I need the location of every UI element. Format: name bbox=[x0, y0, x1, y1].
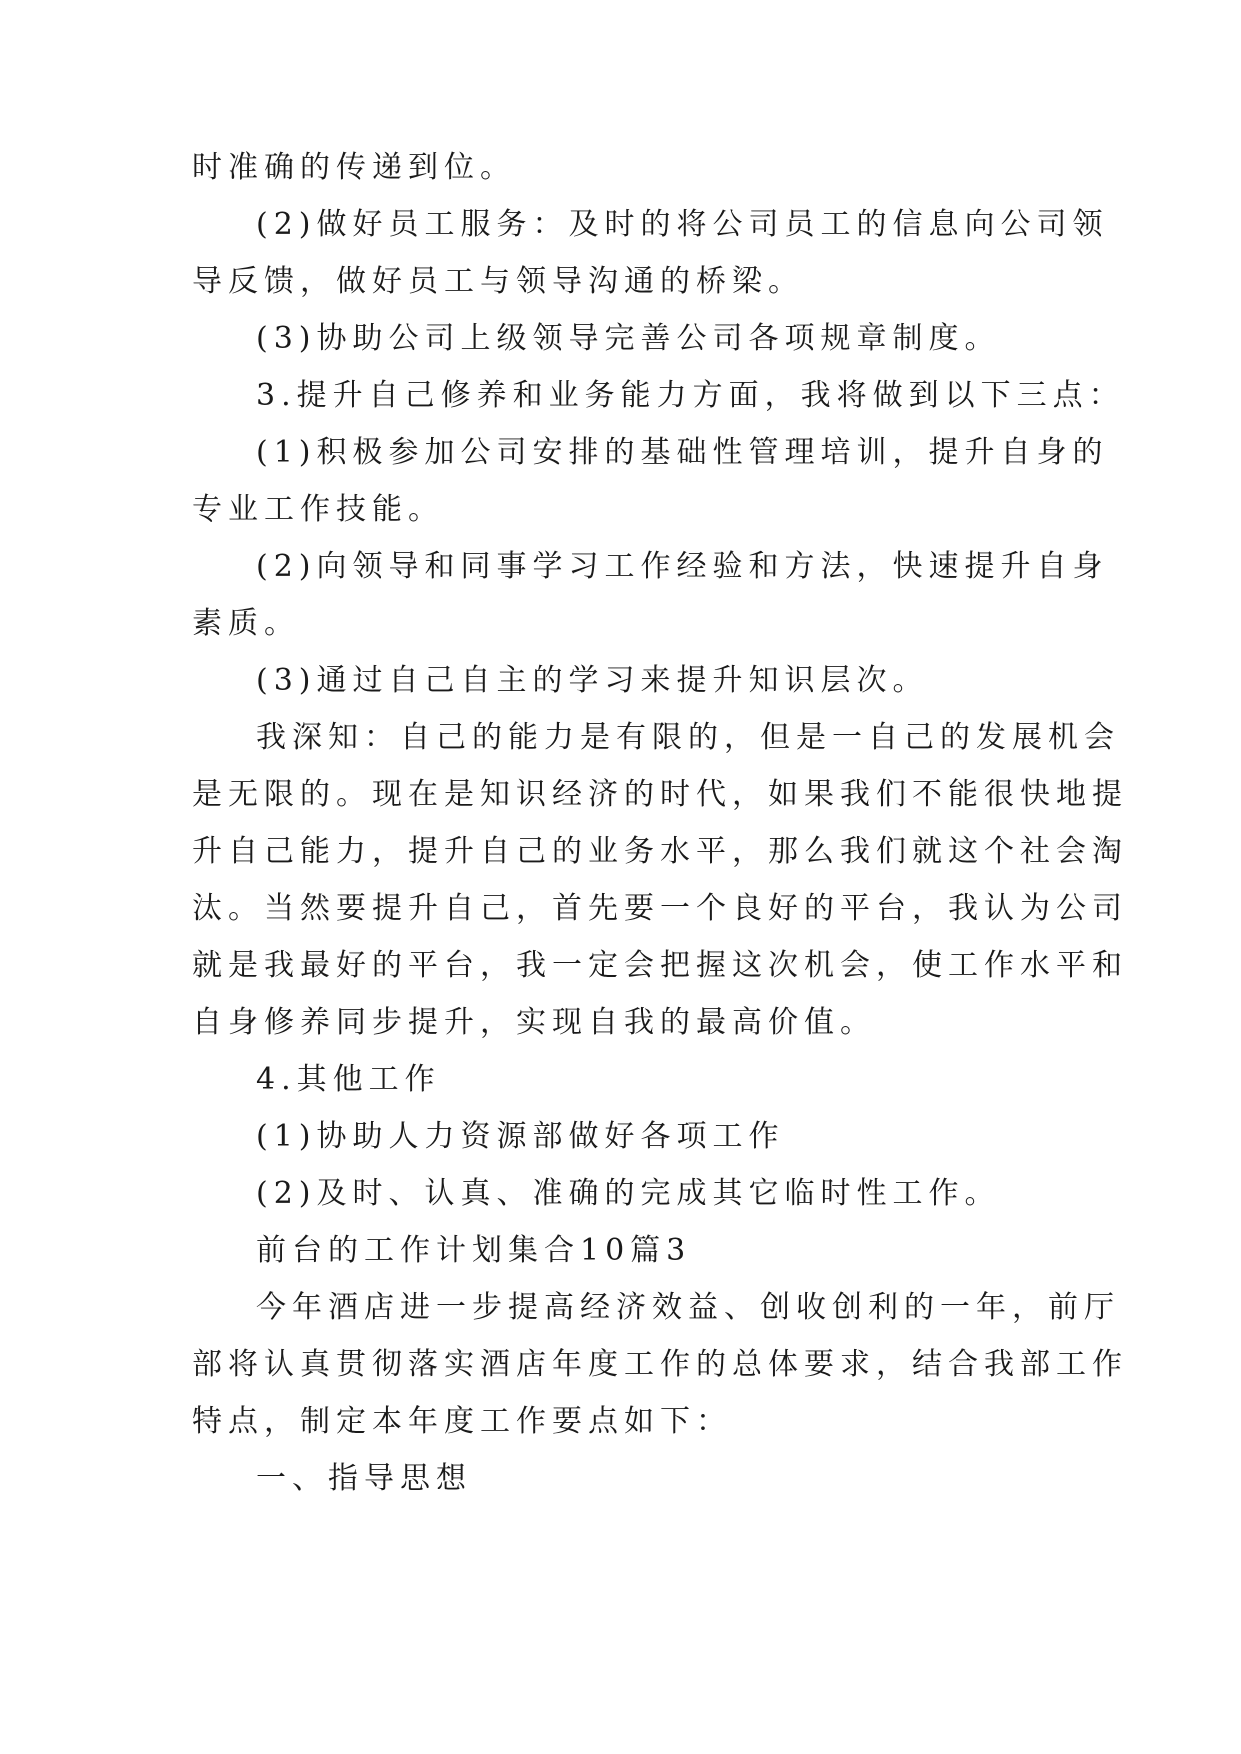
paragraph-line: 汰。当然要提升自己，首先要一个良好的平台，我认为公司 bbox=[192, 891, 1128, 926]
paragraph-line: 导反馈，做好员工与领导沟通的桥梁。 bbox=[192, 264, 804, 299]
section-heading: 一、指导思想 bbox=[256, 1461, 472, 1496]
paragraph-line: 时准确的传递到位。 bbox=[192, 150, 516, 185]
paragraph-line: 升自己能力，提升自己的业务水平，那么我们就这个社会淘 bbox=[192, 834, 1128, 869]
paragraph-line: (1)积极参加公司安排的基础性管理培训，提升自身的 bbox=[256, 435, 1109, 470]
paragraph-line: (2)向领导和同事学习工作经验和方法，快速提升自身 bbox=[256, 549, 1109, 584]
paragraph-line: 是无限的。现在是知识经济的时代，如果我们不能很快地提 bbox=[192, 777, 1128, 812]
section-heading: 4.其他工作 bbox=[256, 1062, 441, 1097]
paragraph-line: (2)做好员工服务：及时的将公司员工的信息向公司领 bbox=[256, 207, 1109, 242]
article-title: 前台的工作计划集合10篇3 bbox=[256, 1233, 692, 1268]
paragraph-line: 就是我最好的平台，我一定会把握这次机会，使工作水平和 bbox=[192, 948, 1128, 983]
paragraph-line: 特点，制定本年度工作要点如下： bbox=[192, 1404, 732, 1439]
paragraph-line: 专业工作技能。 bbox=[192, 492, 444, 527]
paragraph-line: 部将认真贯彻落实酒店年度工作的总体要求，结合我部工作 bbox=[192, 1347, 1128, 1382]
paragraph-line: (2)及时、认真、准确的完成其它临时性工作。 bbox=[256, 1176, 1001, 1211]
paragraph-line: (3)通过自己自主的学习来提升知识层次。 bbox=[256, 663, 929, 698]
paragraph-line: (1)协助人力资源部做好各项工作 bbox=[256, 1119, 785, 1154]
paragraph-line: 素质。 bbox=[192, 606, 300, 641]
paragraph-line: 今年酒店进一步提高经济效益、创收创利的一年，前厅 bbox=[256, 1290, 1120, 1325]
section-heading: 3.提升自己修养和业务能力方面，我将做到以下三点： bbox=[256, 378, 1125, 413]
paragraph-line: 自身修养同步提升，实现自我的最高价值。 bbox=[192, 1005, 876, 1040]
paragraph-line: 我深知：自己的能力是有限的，但是一自己的发展机会 bbox=[256, 720, 1120, 755]
paragraph-line: (3)协助公司上级领导完善公司各项规章制度。 bbox=[256, 321, 1001, 356]
